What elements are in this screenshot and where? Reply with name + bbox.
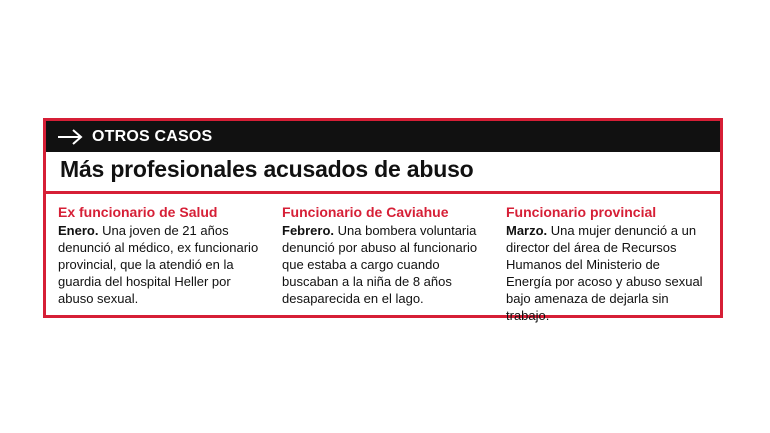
case-title: Funcionario de Caviahue: [282, 204, 449, 220]
cases-columns: [58, 204, 708, 324]
case-body: [58, 222, 260, 307]
case-month: Marzo.: [506, 223, 548, 238]
divider: [46, 191, 720, 194]
case-column: [506, 204, 708, 324]
other-cases-box: [43, 118, 723, 323]
case-month: Enero.: [58, 223, 99, 238]
case-body: [506, 222, 708, 324]
case-body: [282, 222, 484, 307]
case-title: Funcionario provincial: [506, 204, 657, 220]
section-header-bar: [46, 121, 720, 152]
case-text: Una mujer denunció a un director del área de Recursos Humanos del Ministerio de Energía por acoso y abuso sexual bajo amenaza de dejarla sin trabajo.: [506, 223, 703, 323]
arrow-right-icon: [56, 127, 84, 147]
case-title: Ex funcionario de Salud: [58, 204, 218, 220]
case-month: Febrero.: [282, 223, 335, 238]
case-column: [282, 204, 484, 324]
case-text: Una bombera voluntaria denunció por abuso al funcionario que estaba a cargo cuando buscaban a la niña de 8 años desaparecida en el lago.: [282, 223, 478, 306]
section-kicker: OTROS CASOS: [92, 127, 213, 145]
case-text: Una joven de 21 años denunció al médico, ex funcionario provincial, que la atendió en la guardia del hospital Heller por abuso sexual.: [58, 223, 259, 306]
headline: Más profesionales acusados de abuso: [60, 156, 474, 182]
case-column: [58, 204, 260, 324]
